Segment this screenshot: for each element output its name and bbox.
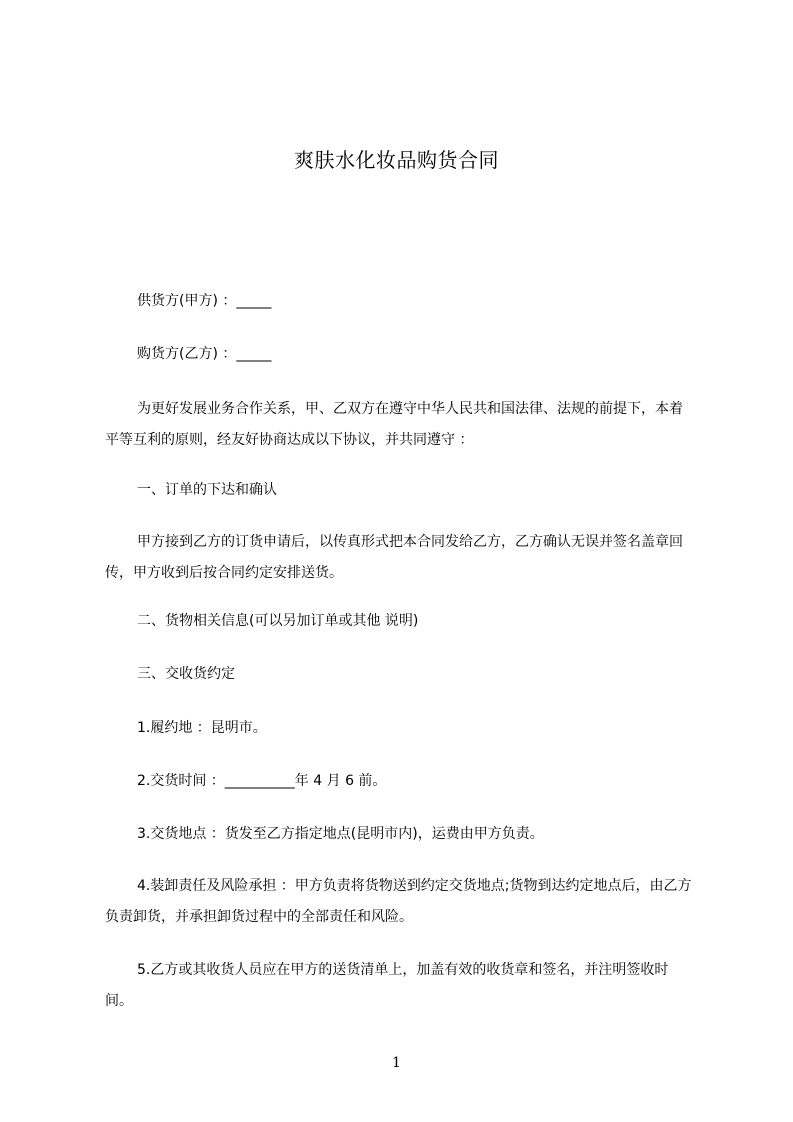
clause-4	[105, 871, 695, 933]
clause-5-text: 5.乙方或其收货人员应在甲方的送货清单上，加盖有效的收货章和签名，并注明签收时间。	[105, 962, 669, 1009]
clause-2: 2.交货时间 ：__________年 4 月 6 前。	[137, 773, 387, 789]
clause-4-text: 4.装卸责任及风险承担 ：甲方负责将货物送到约定交货地点;货物到达约定地点后，由乙方负责卸货，并承担卸货过程中的全部责任和风险。	[105, 878, 692, 925]
supplier-line: 供货方(甲方) ：_____	[137, 293, 272, 309]
clause-5	[105, 955, 695, 1017]
clause-1: 1.履约地 ：昆明市。	[137, 720, 267, 736]
section2-heading: 二、货物相关信息(可以另加订单或其他 说明)	[137, 613, 419, 629]
buyer-line: 购货方(乙方) ：_____	[137, 346, 272, 362]
page-number: 1	[392, 1055, 401, 1071]
section1-text: 甲方接到乙方的订货申请后，以传真形式把本合同发给乙方，乙方确认无误并签名盖章回传，甲方收到后按合同约定安排送货。	[105, 534, 683, 581]
clause-3: 3.交货地点 ：货发至乙方指定地点(昆明市内)，运费由甲方负责。	[137, 826, 544, 842]
intro-text: 为更好发展业务合作关系，甲、乙双方在遵守中华人民共和国法律、法规的前提下，本着平等互利的原则，经友好协商达成以下协议，并共同遵守 ：	[105, 401, 683, 448]
section1-heading: 一、订单的下达和确认	[137, 482, 277, 498]
document-title: 爽肤水化妆品购货合同	[294, 148, 499, 172]
intro-paragraph	[105, 394, 695, 456]
section1-paragraph	[105, 527, 695, 589]
section3-heading: 三、交收货约定	[137, 666, 235, 682]
